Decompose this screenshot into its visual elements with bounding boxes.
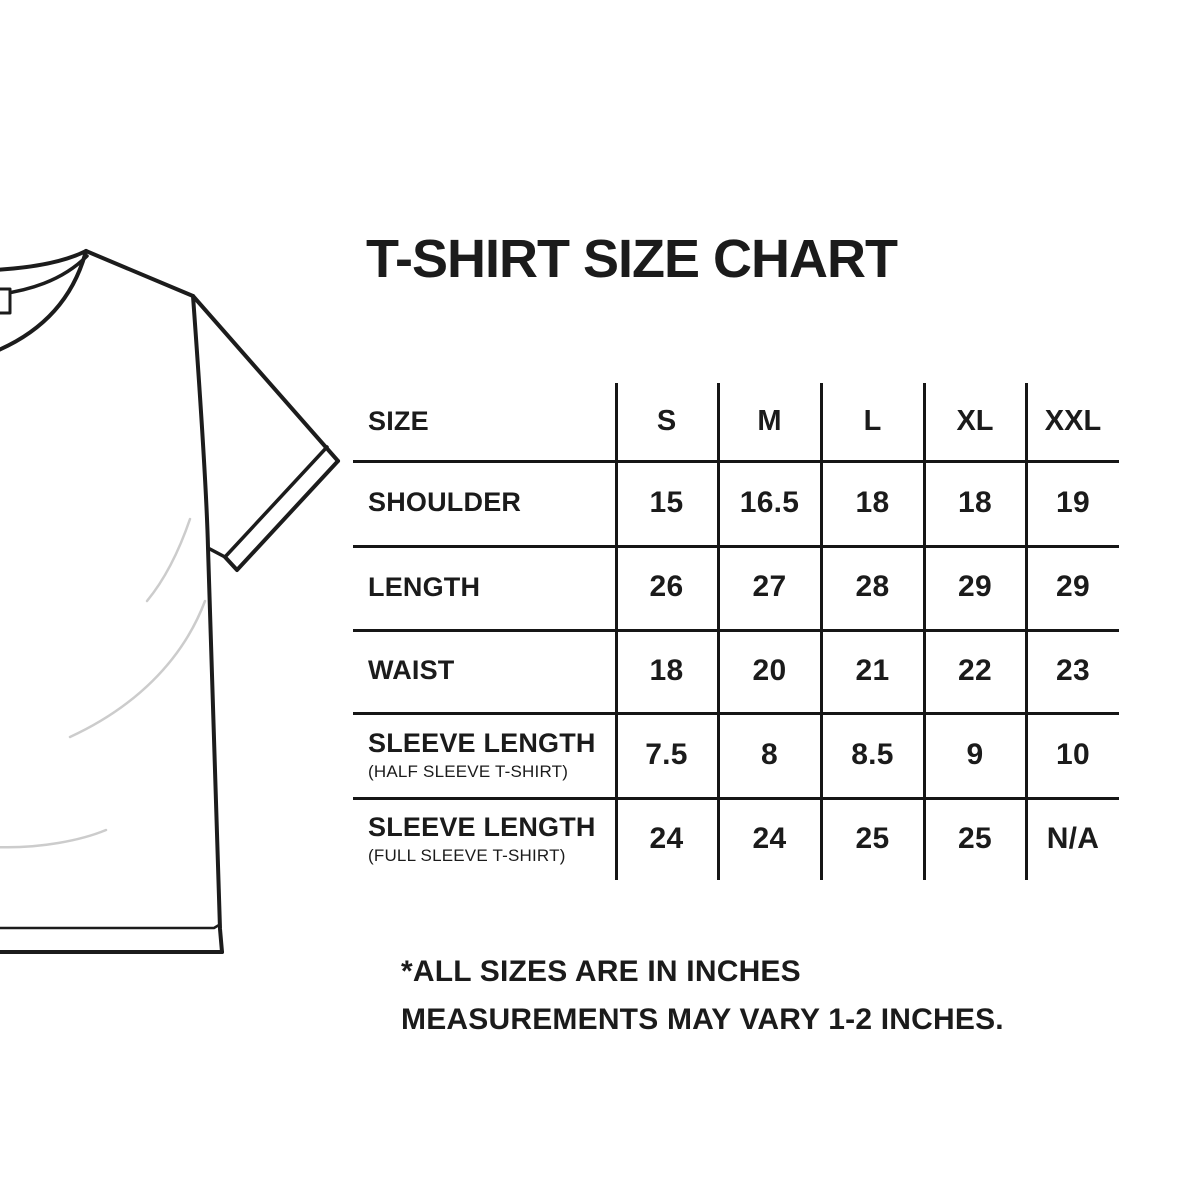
- table-cell: 10: [1056, 737, 1090, 771]
- row-label-shoulder: SHOULDER: [368, 487, 522, 517]
- table-cell: 8.5: [851, 737, 894, 771]
- tshirt-outline-icon: [0, 0, 360, 1200]
- footnote-line-1: *ALL SIZES ARE IN INCHES: [401, 955, 801, 988]
- table-cell: 18: [958, 485, 992, 519]
- table-cell: 16.5: [739, 485, 800, 519]
- column-header-xl: XL: [956, 405, 994, 437]
- table-cell: 28: [855, 570, 890, 603]
- table-cell: 26: [649, 570, 684, 603]
- table-cell: 18: [855, 485, 890, 519]
- page-title: T-SHIRT SIZE CHART: [366, 229, 897, 289]
- table-cell: 19: [1056, 485, 1090, 519]
- footnote: [401, 948, 1004, 1044]
- table-cell: 15: [649, 485, 684, 519]
- table-cell: 7.5: [645, 737, 688, 771]
- size-table-grid: [353, 383, 1119, 880]
- table-cell: 29: [958, 570, 992, 603]
- table-cell: 20: [752, 653, 787, 687]
- header-label: SIZE: [368, 406, 429, 436]
- table-cell: N/A: [1046, 821, 1100, 855]
- table-cell: 18: [649, 653, 684, 687]
- table-cell: 25: [958, 821, 992, 855]
- table-cell: 22: [958, 653, 992, 687]
- size-table: [353, 383, 1119, 880]
- table-cell: 27: [752, 570, 787, 603]
- row-sublabel: (FULL SLEEVE T-SHIRT): [368, 845, 566, 865]
- column-header-m: M: [757, 405, 782, 437]
- row-label-length: LENGTH: [368, 571, 481, 602]
- row-label-sleeve-full: SLEEVE LENGTH (FULL SLEEVE T-SHIRT): [368, 811, 596, 865]
- table-cell: 9: [966, 737, 984, 771]
- column-header-l: L: [863, 405, 882, 437]
- table-cell: 23: [1056, 653, 1090, 687]
- table-cell: 21: [855, 653, 890, 687]
- table-cell: 24: [649, 821, 684, 855]
- row-label-sleeve-half: SLEEVE LENGTH (HALF SLEEVE T-SHIRT): [368, 727, 596, 781]
- row-sublabel: (HALF SLEEVE T-SHIRT): [368, 761, 569, 781]
- table-cell: 24: [752, 821, 787, 855]
- footnote-line-2: MEASUREMENTS MAY VARY 1-2 INCHES.: [401, 1003, 1004, 1036]
- column-header-size: [353, 383, 615, 460]
- row-label-waist: WAIST: [368, 655, 455, 685]
- fold-lines: [0, 519, 205, 847]
- table-cell: 29: [1056, 570, 1090, 603]
- table-cell: 25: [855, 821, 890, 855]
- column-header-s: S: [656, 405, 677, 437]
- table-cell: 8: [761, 737, 778, 771]
- tshirt-illustration: [0, 0, 360, 1200]
- column-header-xxl: XXL: [1044, 405, 1102, 437]
